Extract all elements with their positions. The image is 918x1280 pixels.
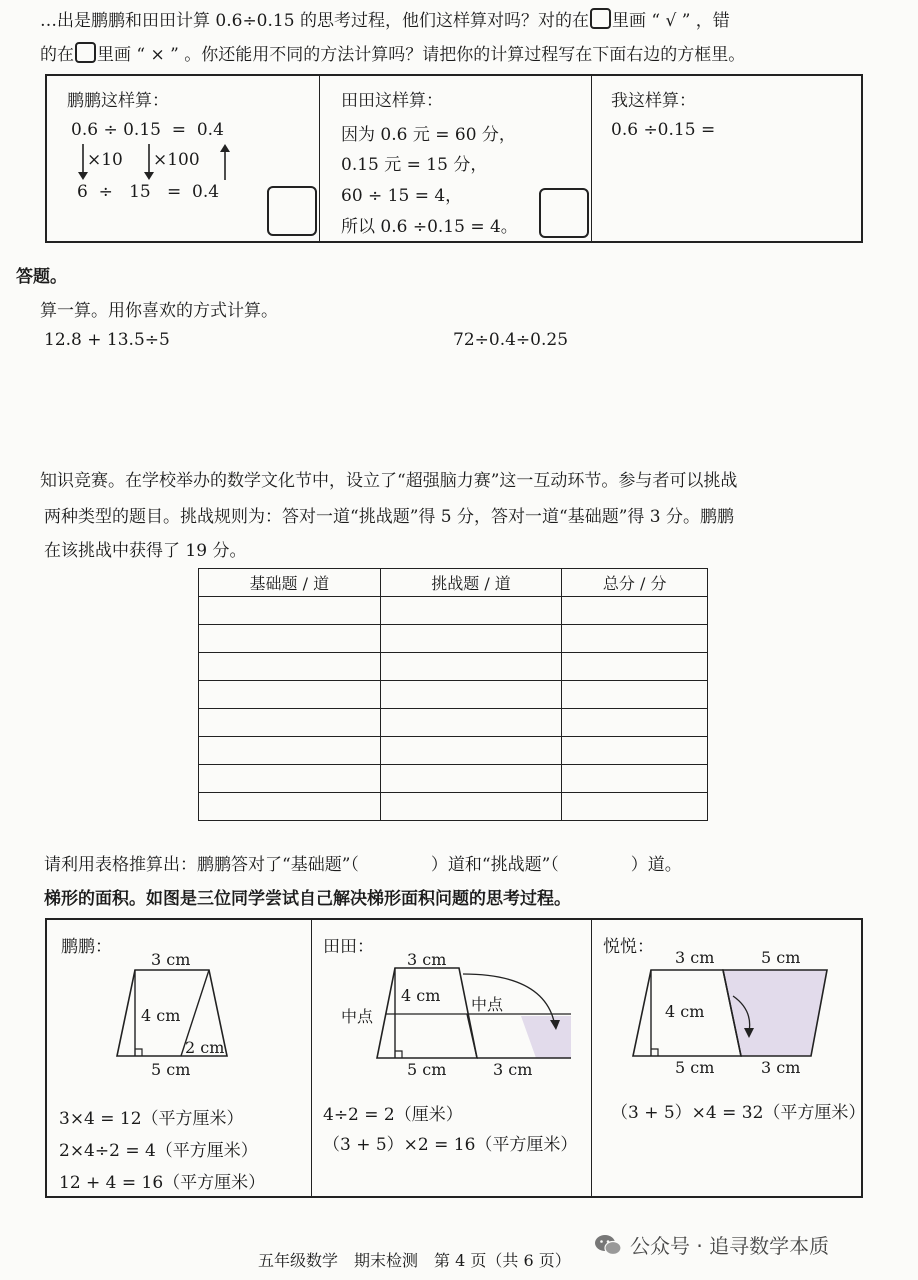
q4-expr2: 72÷0.4÷0.25 — [453, 330, 569, 350]
q4-expr1: 12.8 + 13.5÷5 — [44, 330, 170, 350]
q-top-line1: …出是鹏鹏和田田计算 0.6÷0.15 的思考过程，他们这样算对吗？对的在 里画 “ √ ” ，错 — [40, 6, 730, 31]
table-row — [199, 737, 708, 765]
answer-square-icon — [75, 42, 96, 63]
table-row — [199, 709, 708, 737]
trapezoid-figure-3 — [631, 966, 831, 1066]
page-footer: 五年级数学 期末检测 第 4 页（共 6 页） — [258, 1251, 571, 1270]
pengpeng-trapezoid: 鹏鹏： 3 cm 4 cm 2 cm 5 cm 3×4 = 12（平方厘米） 2×4÷2 = 4（平方厘米） 12 + 4 = 16（平方厘米） — [47, 920, 312, 1196]
watermark: 公众号 · 追寻数学本质 — [594, 1230, 829, 1259]
tiantian-method: 田田这样算： 因为 0.6 元 = 60 分， 0.15 元 = 15 分， 60 ÷ 15 = 4， 所以 0.6 ÷0.15 = 4。 — [319, 76, 592, 241]
table-header-row — [199, 569, 708, 597]
yueyue-trapezoid: 悦悦： 3 cm 5 cm 4 cm 5 cm 3 cm （3 + 5）×4 = 32（平方厘米） — [603, 937, 866, 1123]
table-row — [199, 653, 708, 681]
answer-square-icon — [590, 8, 611, 29]
q5-text3: 在该挑战中获得了 19 分。 — [44, 541, 247, 561]
q5-text2: 两种类型的题目。挑战规则为：答对一道“挑战题”得 5 分，答对一道“基础题”得 3 分。鹏鹏 — [44, 507, 735, 527]
trapezoid-methods-box — [45, 918, 866, 1198]
wechat-icon — [594, 1233, 622, 1257]
table-row — [199, 625, 708, 653]
pengpeng-row3: 6 ÷ 15 = 0.4 — [77, 182, 220, 202]
q5-question: 请利用表格推算出：鹏鹏答对了“基础题”（ ）道和“挑战题”（ ）道。 — [44, 855, 682, 875]
score-table — [198, 568, 708, 821]
table-row — [199, 597, 708, 625]
table-header: 基础题 / 道 — [199, 569, 381, 597]
tiantian-answer-box[interactable] — [539, 188, 589, 238]
table-header: 挑战题 / 道 — [380, 569, 562, 597]
q5-text1: 知识竞赛。在学校举办的数学文化节中，设立了“超强脑力赛”这一互动环节。参与者可以挑战 — [40, 471, 738, 491]
pengpeng-answer-box[interactable] — [267, 186, 317, 236]
q4-label: 算一算。用你喜欢的方式计算。 — [40, 301, 278, 321]
table-row — [199, 765, 708, 793]
method-compare-box — [45, 74, 863, 243]
pengpeng-row1: 0.6 ÷ 0.15 = 0.4 — [71, 120, 224, 140]
tiantian-trapezoid: 田田： 3 cm 4 cm 中点 中点 5 cm 3 cm 4÷2 = 2（厘米） （3 + 5）×2 = 16（平方厘米） — [311, 920, 592, 1196]
section-title: 答题。 — [16, 267, 67, 287]
q-top-line2: 的在 里画 “ × ” 。你还能用不同的方法计算吗？请把你的计算过程写在下面右边的方框里。 — [40, 40, 745, 65]
table-header: 总分 / 分 — [562, 569, 708, 597]
table-row — [199, 681, 708, 709]
my-method: 我这样算： 0.6 ÷0.15 = — [611, 91, 716, 140]
q6-label: 梯形的面积。如图是三位同学尝试自己解决梯形面积问题的思考过程。 — [44, 889, 571, 909]
table-row — [199, 793, 708, 821]
pengpeng-method: 鹏鹏这样算： 0.6 ÷ 0.15 = 0.4 ×10 ×100 6 ÷ 15 = 0.4 — [47, 76, 320, 241]
